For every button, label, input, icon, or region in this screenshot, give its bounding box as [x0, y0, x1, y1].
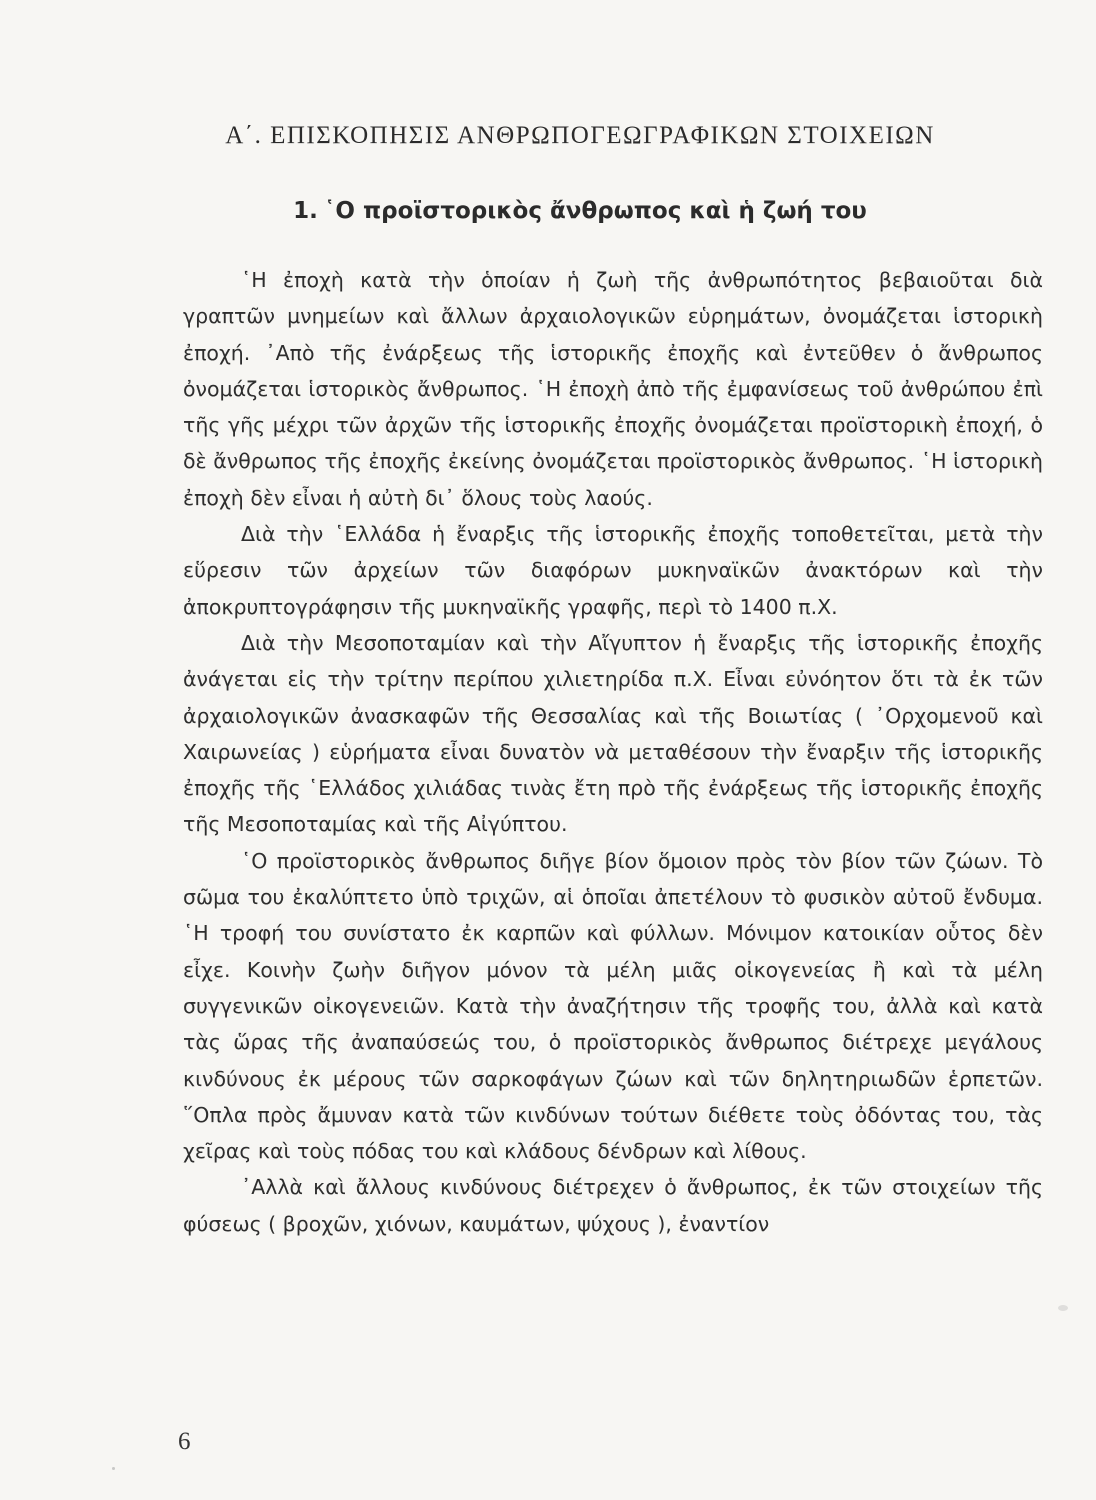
body-text [183, 262, 1043, 1242]
section-title: ῾Ο προϊστορικὸς ἄνθρωπος καὶ ἡ ζωή του [323, 198, 867, 224]
paragraph-historic-era: ῾Η ἐποχὴ κατὰ τὴν ὁποίαν ἡ ζωὴ τῆς ἀνθρωπότητος βεβαιοῦται διὰ γραπτῶν μνημείων καὶ ἄλλων ἀρχαιολογικῶν εὑρημάτων, ὀνομάζεται ἱστορικὴ ἐποχή. ᾽Απὸ τῆς ἐνάρξεως τῆς ἱστορικῆς ἐποχῆς καὶ ἐντεῦθεν ὁ ἄνθρωπος ὀνομάζεται ἱστορικὸς ἄνθρωπος. ῾Η ἐποχὴ ἀπὸ τῆς ἐμφανίσεως τοῦ ἀνθρώπου ἐπὶ τῆς γῆς μέχρι τῶν ἀρχῶν τῆς ἱστορικῆς ἐποχῆς ὀνομάζεται προϊστορικὴ ἐποχή, ὁ δὲ ἄνθρωπος τῆς ἐποχῆς ἐκείνης ὀνομάζεται προϊστορικὸς ἄνθρωπος. ῾Η ἱστορικὴ ἐποχὴ δὲν εἶναι ἡ αὐτὴ δι᾽ ὅλους τοὺς λαούς. [183, 268, 1043, 510]
scan-speck [112, 1467, 115, 1470]
paragraph-greece: Διὰ τὴν ῾Ελλάδα ἡ ἔναρξις τῆς ἱστορικῆς ἐποχῆς τοποθετεῖται, μετὰ τὴν εὕρεσιν τῶν ἀρχείων τῶν διαφόρων μυκηναϊκῶν ἀνακτόρων καὶ τὴν ἀποκρυπτογράφησιν τῆς μυκηναϊκῆς γραφῆς, περὶ τὸ 1400 π.Χ. [183, 522, 1043, 619]
page-number: 6 [178, 1428, 191, 1455]
paragraph-prehistoric-life: ῾Ο προϊστορικὸς ἄνθρωπος διῆγε βίον ὅμοιον πρὸς τὸν βίον τῶν ζώων. Τὸ σῶμα του ἐκαλύπτετο ὑπὸ τριχῶν, αἱ ὁποῖαι ἀπετέλουν τὸ φυσικὸν αὐτοῦ ἔνδυμα. ῾Η τροφή του συνίστατο ἐκ καρπῶν καὶ φύλλων. Μόνιμον κατοικίαν οὗτος δὲν εἶχε. Κοινὴν ζωὴν διῆγον μόνον τὰ μέλη μιᾶς οἰκογενείας ἢ καὶ τὰ μέλη συγγενικῶν οἰκογενειῶν. Κατὰ τὴν ἀναζήτησιν τῆς τροφῆς του, ἀλλὰ καὶ κατὰ τὰς ὥρας τῆς ἀναπαύσεώς του, ὁ προϊστορικὸς ἄνθρωπος διέτρεχε μεγάλους κινδύνους ἐκ μέρους τῶν σαρκοφάγων ζώων καὶ τῶν δηλητηριωδῶν ἑρπετῶν. ῞Οπλα πρὸς ἄμυναν κατὰ τῶν κινδύνων τούτων διέθετε τοὺς ὀδόντας του, τὰς χεῖρας καὶ τοὺς πόδας του καὶ κλάδους δένδρων καὶ λίθους. [183, 848, 1043, 1164]
section-number: 1. [293, 198, 318, 224]
paragraph-other-dangers: ᾽Αλλὰ καὶ ἄλλους κινδύνους διέτρεχεν ὁ ἄνθρωπος, ἐκ τῶν στοιχείων τῆς φύσεως ( βροχῶν, χιόνων, καυμάτων, ψύχους ), ἐναντίον [183, 1175, 1043, 1236]
section-heading [150, 198, 1010, 224]
chapter-title: Α΄. ΕΠΙΣΚΟΠΗΣΙΣ ΑΝΘΡΩΠΟΓΕΩΓΡΑΦΙΚΩΝ ΣΤΟΙΧΕΙΩΝ [225, 122, 935, 149]
paragraph-mesopotamia-egypt: Διὰ τὴν Μεσοποταμίαν καὶ τὴν Αἴγυπτον ἡ ἔναρξις τῆς ἱστορικῆς ἐποχῆς ἀνάγεται εἰς τὴν τρίτην περίπου χιλιετηρίδα π.Χ. Εἶναι εὐνόητον ὅτι τὰ ἐκ τῶν ἀρχαιολογικῶν ἀνασκαφῶν τῆς Θεσσαλίας καὶ τῆς Βοιωτίας ( ᾽Ορχομενοῦ καὶ Χαιρωνείας ) εὑρήματα εἶναι δυνατὸν νὰ μεταθέσουν τὴν ἔναρξιν τῆς ἱστορικῆς ἐποχῆς τῆς ῾Ελλάδος χιλιάδας τινὰς ἔτη πρὸ τῆς ἐνάρξεως τῆς ἱστορικῆς ἐποχῆς τῆς Μεσοποταμίας καὶ τῆς Αἰγύπτου. [183, 630, 1043, 837]
scan-speck [1058, 1305, 1068, 1311]
